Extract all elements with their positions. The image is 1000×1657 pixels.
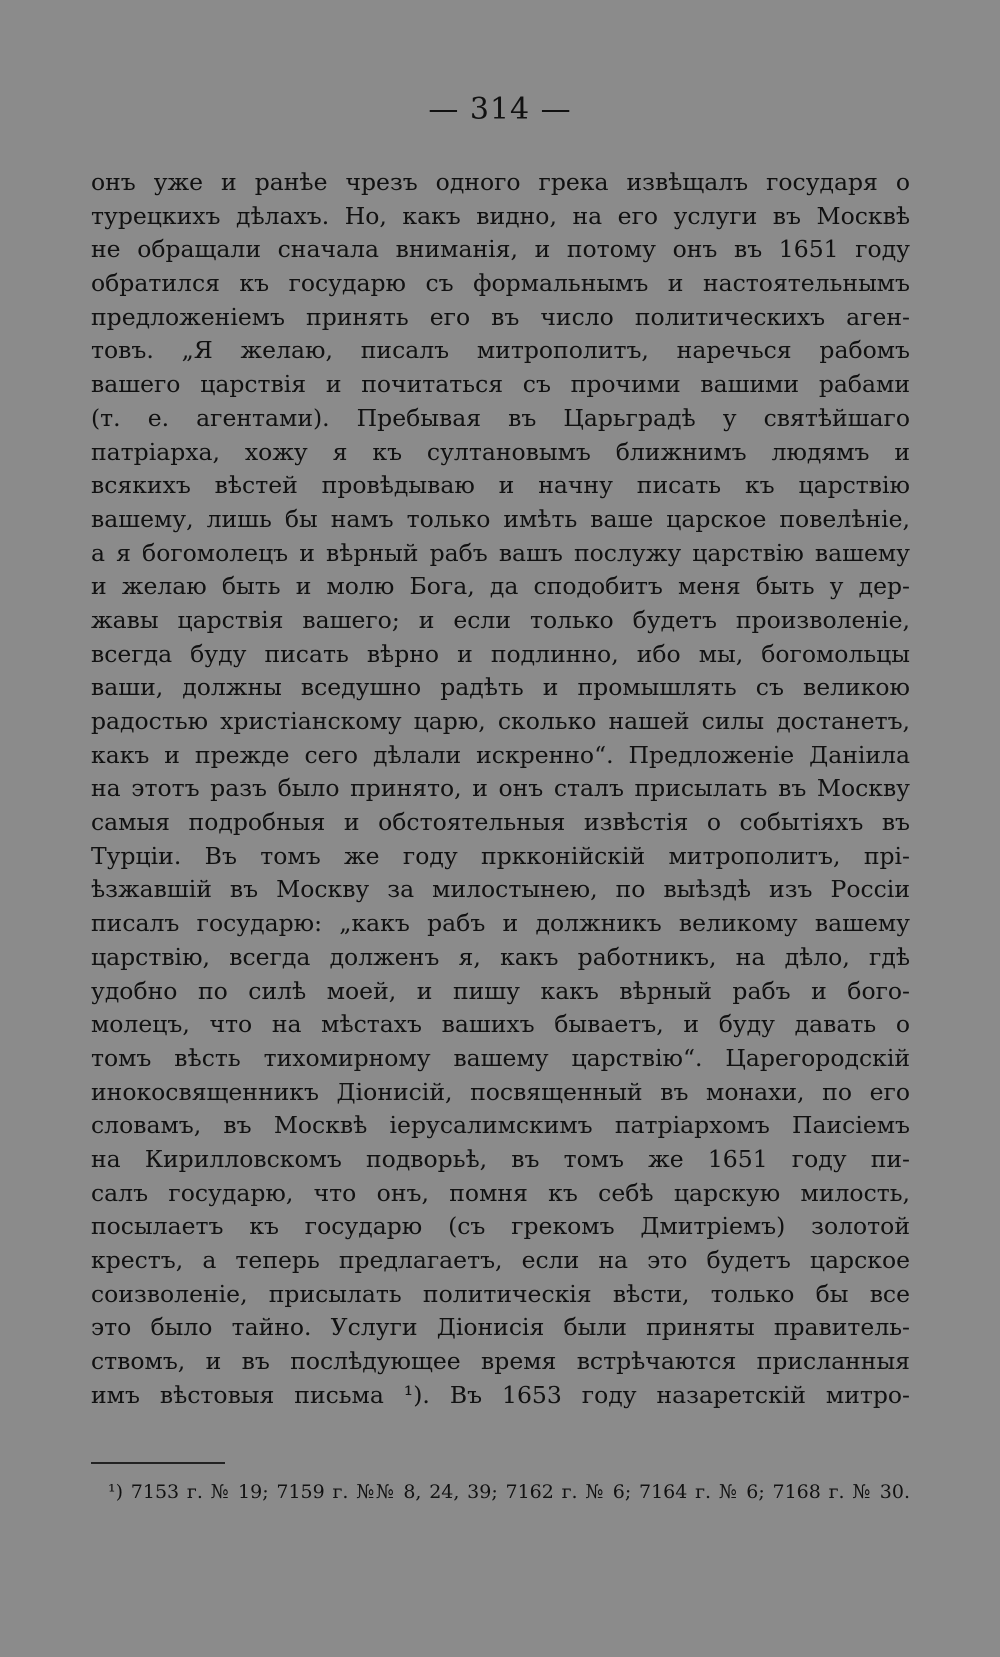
text-line: вашему, лишь бы намъ только имѣть ваше царское повелѣніе, bbox=[91, 504, 910, 533]
text-line: а я богомолецъ и вѣрный рабъ вашъ послужу царствію вашему bbox=[91, 538, 910, 567]
text-line: томъ вѣсть тихомирному вашему царствію“. Царегородскій bbox=[91, 1043, 910, 1072]
text-line: царствію, всегда долженъ я, какъ работникъ, на дѣло, гдѣ bbox=[91, 942, 910, 971]
text-line: какъ и прежде сего дѣлали искренно“. Предложеніе Даніила bbox=[91, 740, 910, 769]
text-line: онъ уже и ранѣе чрезъ одного грека извѣщалъ государя о bbox=[91, 168, 910, 196]
body-text bbox=[91, 166, 910, 1412]
text-line: ѣзжавшій въ Москву за милостынею, по выѣздѣ изъ Россіи bbox=[91, 875, 910, 904]
text-line: товъ. „Я желаю, писалъ митрополитъ, наречься рабомъ bbox=[91, 336, 910, 365]
text-line: (т. е. агентами). Пребывая въ Царьградѣ у святѣйшаго bbox=[91, 403, 910, 432]
text-line: ваши, должны вседушно радѣть и промышлять съ великою bbox=[91, 673, 910, 702]
text-line: на Кирилловскомъ подворьѣ, въ томъ же 1651 году пи- bbox=[91, 1144, 910, 1173]
text-line: посылаетъ къ государю (съ грекомъ Дмитріемъ) золотой bbox=[91, 1212, 910, 1241]
text-line: вашего царствія и почитаться съ прочими вашими рабами bbox=[91, 370, 910, 399]
text-line: патріарха, хожу я къ султановымъ ближнимъ людямъ и bbox=[91, 437, 910, 466]
text-line: это было тайно. Услуги Діонисія были приняты правитель- bbox=[91, 1313, 910, 1342]
text-line: имъ вѣстовыя письма ¹). Въ 1653 году назаретскій митро- bbox=[91, 1380, 910, 1409]
text-line: всегда буду писать вѣрно и подлинно, ибо мы, богомольцы bbox=[91, 639, 910, 668]
text-line: Турціи. Въ томъ же году пркконійскій митрополитъ, прі- bbox=[91, 841, 910, 870]
text-line: салъ государю, что онъ, помня къ себѣ царскую милость, bbox=[91, 1178, 910, 1207]
page-number: — 314 — bbox=[428, 92, 572, 127]
text-line: на этотъ разъ было принято, и онъ сталъ присылать въ Москву bbox=[91, 774, 910, 803]
text-line: молецъ, что на мѣстахъ вашихъ бываетъ, и буду давать о bbox=[91, 1010, 910, 1039]
footnote-divider bbox=[91, 1462, 225, 1464]
text-line: самыя подробныя и обстоятельныя извѣстія о событіяхъ въ bbox=[91, 808, 910, 837]
text-line: предложеніемъ принять его въ число политическихъ аген- bbox=[91, 302, 910, 331]
text-line: радостью христіанскому царю, сколько нашей силы достанетъ, bbox=[91, 707, 910, 735]
text-line: не обращали сначала вниманія, и потому онъ въ 1651 году bbox=[91, 235, 910, 264]
text-line: крестъ, а теперь предлагаетъ, если на это будетъ царское bbox=[91, 1246, 910, 1274]
text-line: обратился къ государю съ формальнымъ и настоятельнымъ bbox=[91, 269, 910, 298]
text-line: турецкихъ дѣлахъ. Но, какъ видно, на его услуги въ Москвѣ bbox=[91, 201, 910, 230]
text-line: инокосвященникъ Діонисій, посвященный въ монахи, по его bbox=[91, 1077, 910, 1106]
text-line: удобно по силѣ моей, и пишу какъ вѣрный рабъ и бого- bbox=[91, 976, 910, 1005]
text-line: ствомъ, и въ послѣдующее время встрѣчаются присланныя bbox=[91, 1347, 910, 1376]
text-line: жавы царствія вашего; и если только будетъ произволеніе, bbox=[91, 605, 910, 634]
footnote: ¹) 7153 г. № 19; 7159 г. №№ 8, 24, 39; 7162 г. № 6; 7164 г. № 6; 7168 г. № 30. bbox=[108, 1481, 910, 1503]
text-line: писалъ государю: „какъ рабъ и должникъ великому вашему bbox=[91, 909, 910, 938]
text-line: всякихъ вѣстей провѣдываю и начну писать къ царствію bbox=[91, 471, 910, 500]
text-line: словамъ, въ Москвѣ іерусалимскимъ патріархомъ Паисіемъ bbox=[91, 1111, 910, 1140]
text-line: соизволеніе, присылать политическія вѣсти, только бы все bbox=[91, 1279, 910, 1308]
text-line: и желаю быть и молю Бога, да сподобитъ меня быть у дер- bbox=[91, 572, 910, 601]
